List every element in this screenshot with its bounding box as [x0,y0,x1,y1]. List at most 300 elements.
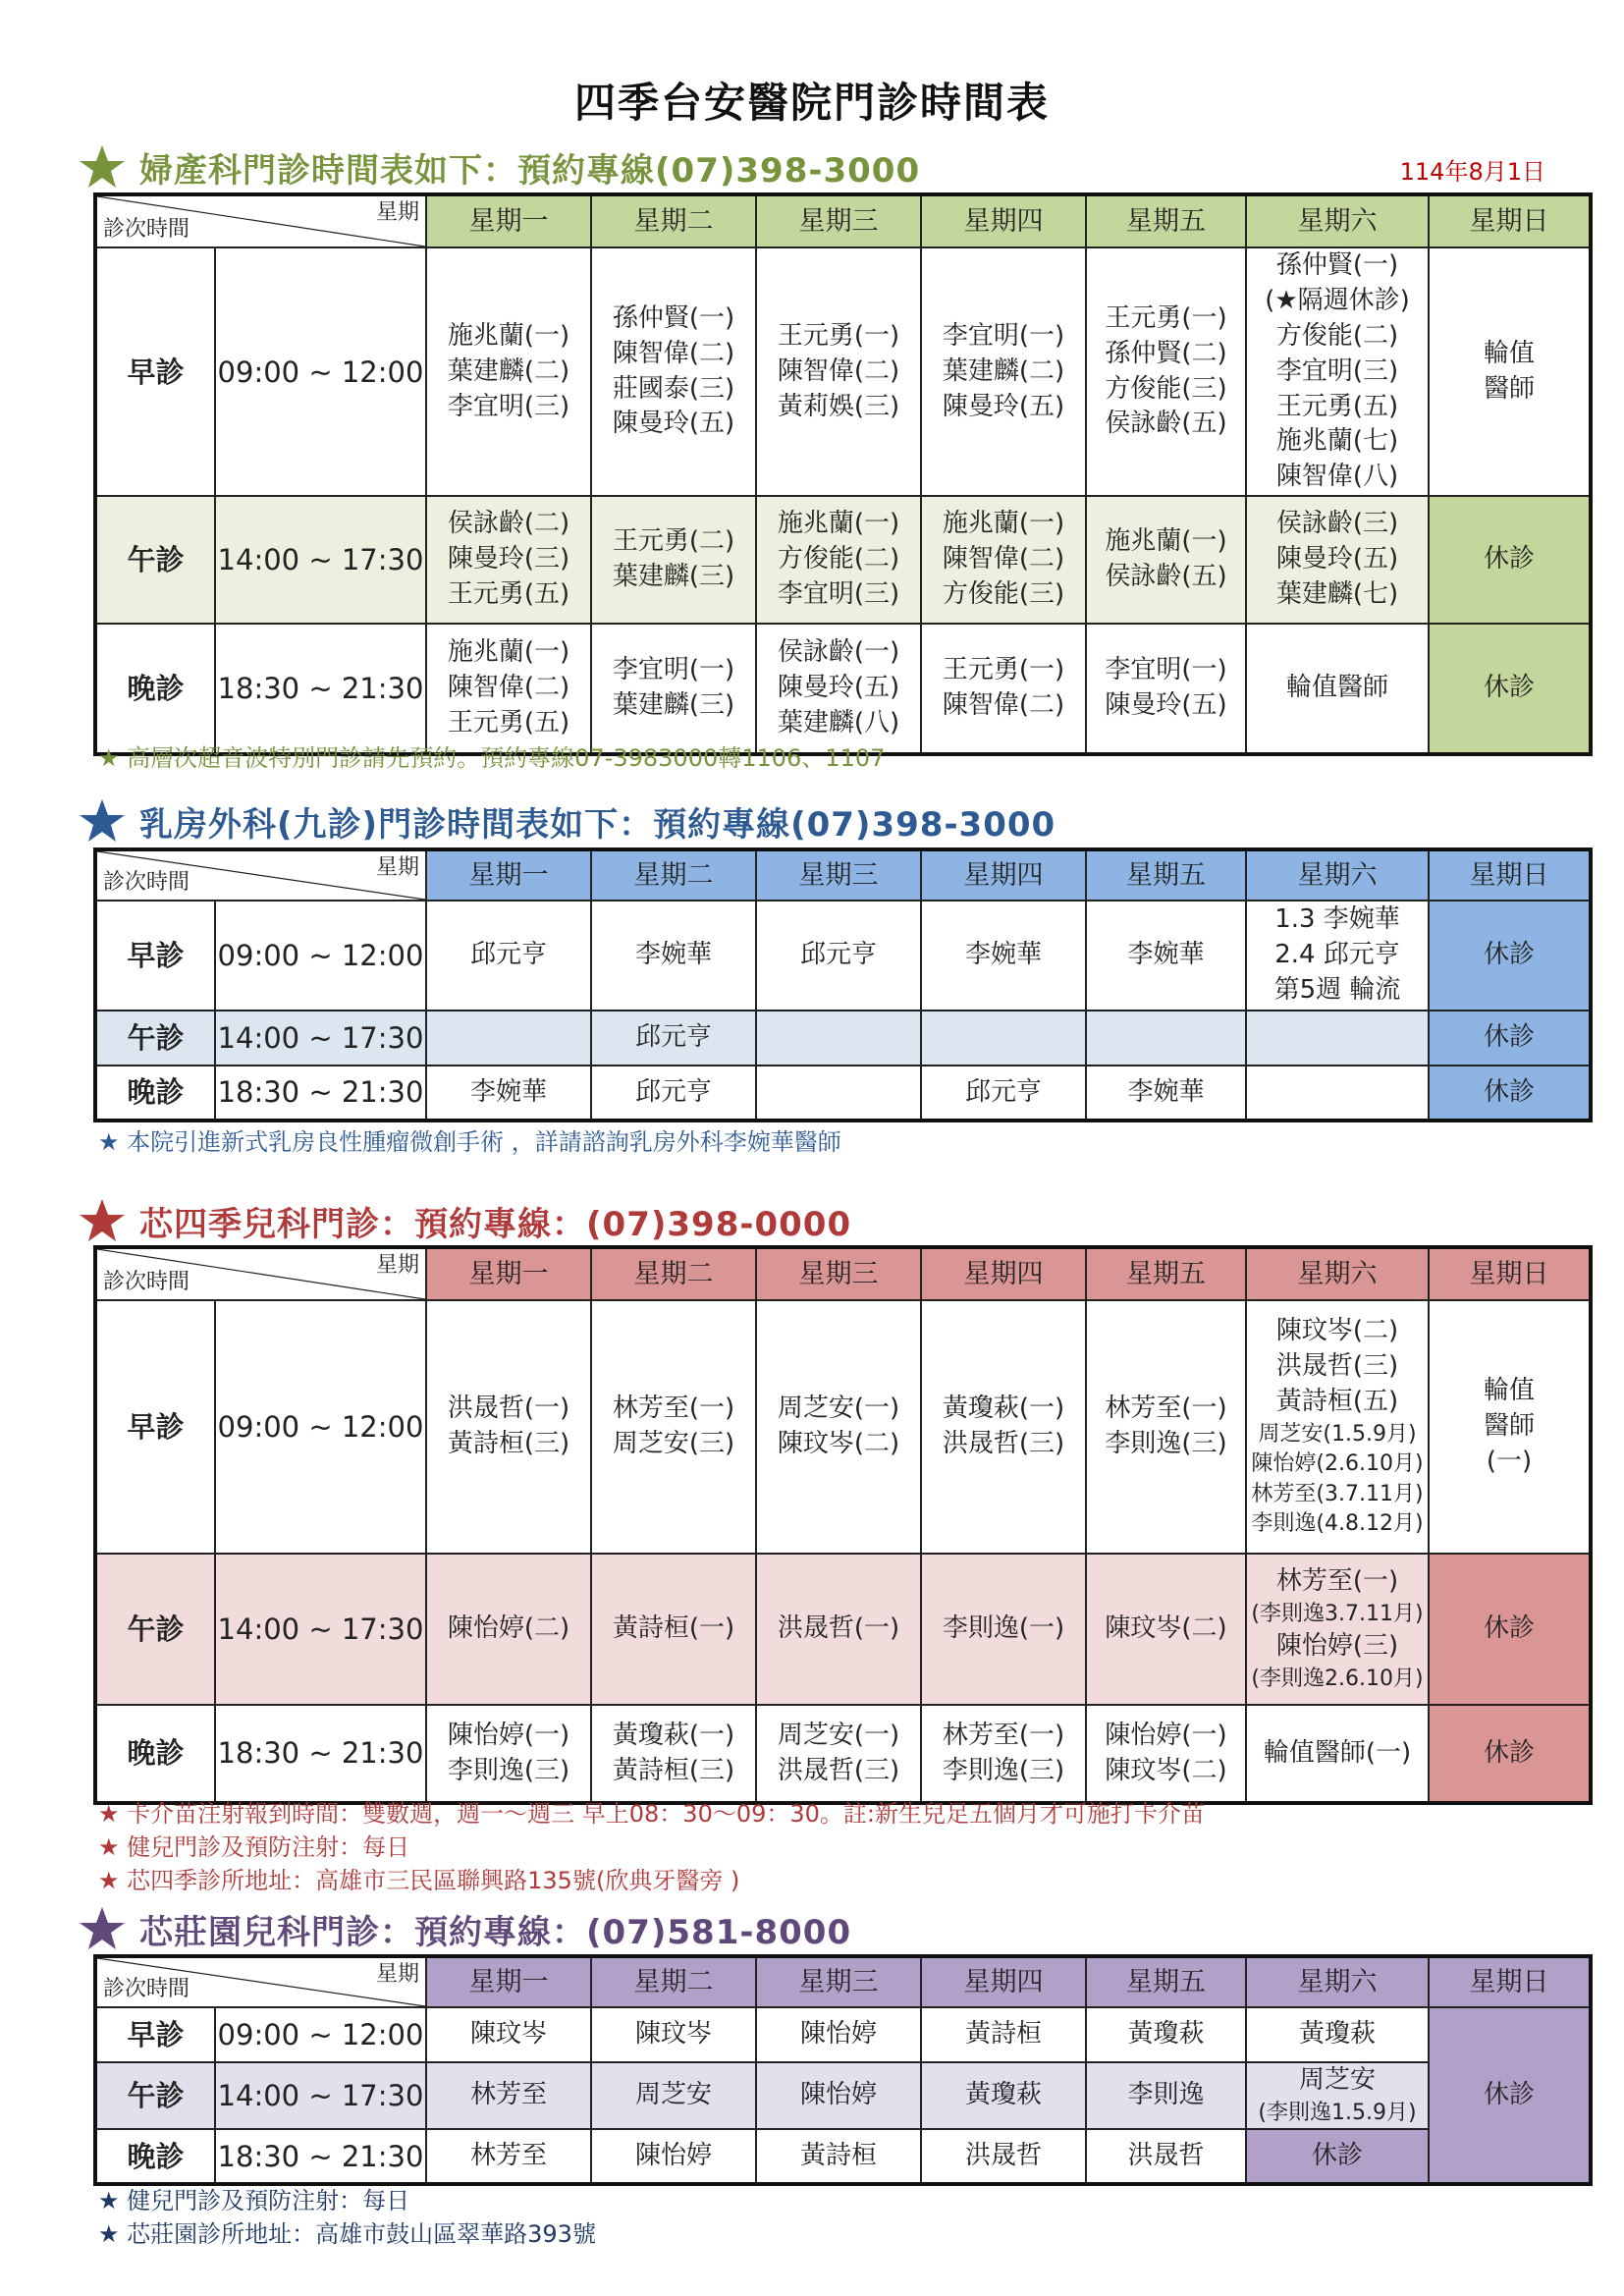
doctor-entry: 洪晟哲(一) [447,1394,570,1424]
doctor-list [922,2139,1085,2174]
doctor-entry: 輪值醫師(一) [1263,1737,1412,1768]
doctor-list [757,1392,920,1462]
footnote: ★ 芯四季診所地址：高雄市三民區聯興路135號(欣典牙醫旁 ) [98,1867,740,1894]
corner-period-label: 診次時間 [103,216,190,242]
obgyn-section-title: 婦產科門診時間表如下：預約專線(07)398-3000 [139,150,921,191]
corner-cell [95,1956,426,2007]
table-row [95,1300,1591,1554]
time-cell: 14:00 ~ 17:30 [215,1011,426,1066]
doctor-entry: 李則逸(三) [942,1755,1065,1785]
doctor-list [922,319,1085,425]
schedule-cell [591,2129,756,2184]
doctor-list [1430,1020,1589,1056]
doctor-entry: 黃瓊萩 [1298,2019,1376,2050]
doctor-entry: 林芳至(一) [1105,1394,1227,1424]
day-header: 星期五 [1086,1247,1246,1300]
doctor-entry: 孫仲賢(一) [1275,250,1399,280]
footnote: ★ 卡介苗注射報到時間：雙數週，週一～週三 早上08：30～09：30。註:新生兒足五個月才可施打卡介苗 [98,1800,1206,1828]
schedule-cell [1246,1066,1429,1121]
schedule-cell [1429,1705,1591,1803]
day-header: 星期二 [591,194,756,247]
doctor-entry: 1.3 李婉華 [1274,904,1400,935]
doctor-entry: 葉建麟(三) [612,562,735,592]
doctor-entry: 周芝安(三) [612,1429,735,1458]
table-row [95,901,1591,1011]
schedule-cell [426,1066,591,1121]
doctor-entry: 陳玟岑(二) [1275,1316,1399,1346]
date-label: 114年8月1日 [1399,158,1545,186]
doctor-entry: 陳怡婷(一) [1105,1720,1227,1750]
doctor-entry: 葉建麟(二) [942,355,1065,386]
period-cell: 午診 [95,496,215,624]
doctor-entry: 黃瓊萩(一) [942,1394,1065,1424]
day-header: 星期四 [921,849,1086,901]
period-cell: 早診 [95,247,215,496]
doctor-entry: 李婉華 [964,940,1042,970]
corner-period-label: 診次時間 [103,869,190,895]
schedule-cell [1086,901,1246,1011]
period-cell: 晚診 [95,1705,215,1803]
table-row [95,1554,1591,1705]
star-icon [79,1905,126,1952]
doctor-list [1087,2139,1245,2174]
time-cell: 09:00 ~ 12:00 [215,901,426,1011]
doctor-entry: 王元勇(一) [1105,302,1227,333]
doctor-entry: 林芳至(3.7.11月) [1251,1481,1424,1506]
doctor-entry: 施兆蘭(一) [447,320,570,351]
schedule-cell [1429,496,1591,624]
corner-weekday-label: 星期 [375,1962,419,1987]
schedule-cell [1086,624,1246,754]
zh-schedule-table [93,1954,1593,2186]
table-row [95,247,1591,496]
doctor-entry: 陳怡婷 [799,2080,877,2110]
breast-schedule-table [93,847,1593,1122]
doctor-entry: 方俊能(二) [1275,320,1399,351]
schedule-cell [1246,247,1429,496]
doctor-entry: 休診 [1483,1737,1535,1768]
schedule-cell [426,2129,591,2184]
schedule-cell [756,496,921,624]
day-header: 星期六 [1246,194,1429,247]
time-cell: 14:00 ~ 17:30 [215,2062,426,2129]
schedule-cell [1086,1554,1246,1705]
doctor-entry: 李則逸(一) [942,1613,1065,1644]
breast-section-header [79,792,1056,850]
doctor-list [1430,542,1589,577]
schedule-cell [921,624,1086,754]
doctor-list [1087,2017,1245,2052]
doctor-entry: 李則逸 [1127,2080,1205,2110]
table-header-row [95,1247,1591,1300]
doctor-list [592,2078,755,2113]
doctor-entry: 施兆蘭(一) [777,509,900,539]
doctor-entry: 莊國泰(三) [612,373,735,404]
table-row [95,2007,1591,2062]
time-cell: 14:00 ~ 17:30 [215,1554,426,1705]
schedule-cell [921,1554,1086,1705]
doctor-entry: 李宜明(一) [612,655,735,685]
doctor-list [1247,2063,1428,2128]
schedule-cell [756,2062,921,2129]
schedule-cell [1086,1705,1246,1803]
doctor-entry: 陳玟岑 [469,2019,547,2050]
table-row [95,1011,1591,1066]
schedule-cell [921,1066,1086,1121]
doctor-entry: 葉建麟(三) [612,690,735,721]
doctor-list [757,2017,920,2052]
schedule-cell [1429,901,1591,1011]
footnote: ★ 健兒門診及預防注射：每日 [98,1833,410,1861]
doctor-list [922,2017,1085,2052]
schedule-cell [1086,2007,1246,2062]
doctor-entry: 林芳至(一) [1275,1565,1399,1596]
doctor-entry: 孫仲賢(一) [612,302,735,333]
doctor-entry: 侯詠齡(二) [447,509,570,539]
period-cell: 午診 [95,1554,215,1705]
schedule-cell [1246,1011,1429,1066]
obgyn-section-header [79,137,920,196]
schedule-cell [921,2129,1086,2184]
peds-section-title: 芯四季兒科門診：預約專線：(07)398-0000 [139,1204,852,1244]
obgyn-schedule-table [93,192,1593,756]
time-cell: 14:00 ~ 17:30 [215,496,426,624]
doctor-entry: 陳曼玲(五) [612,409,735,439]
schedule-cell [1086,2129,1246,2184]
table-row [95,496,1591,624]
zh-section-header [79,1899,851,1958]
schedule-cell [1086,1300,1246,1554]
schedule-cell [591,624,756,754]
schedule-cell [1086,247,1246,496]
day-header: 星期二 [591,1956,756,2007]
period-cell: 早診 [95,901,215,1011]
schedule-cell [756,2007,921,2062]
schedule-cell [591,1554,756,1705]
schedule-cell [1246,2129,1429,2184]
doctor-entry: 陳怡婷(2.6.10月) [1251,1451,1424,1477]
schedule-cell [591,1300,756,1554]
doctor-list [427,1719,590,1789]
period-cell: 午診 [95,2062,215,2129]
doctor-entry: 休診 [1311,2140,1363,2170]
doctor-entry: 侯詠齡(一) [777,637,900,668]
doctor-entry: (李則逸2.6.10月) [1251,1666,1424,1691]
doctor-entry: 葉建麟(七) [1275,579,1399,610]
zh-section-title: 芯莊園兒科門診：預約專線：(07)581-8000 [139,1912,852,1952]
doctor-entry: 周芝安 [1298,2065,1376,2095]
period-cell: 晚診 [95,624,215,754]
schedule-cell [1246,496,1429,624]
doctor-list [427,1612,590,1647]
doctor-entry: 陳怡婷 [799,2019,877,2050]
doctor-list [1087,524,1245,595]
doctor-entry: 洪晟哲(三) [1275,1351,1399,1382]
doctor-list [427,319,590,425]
star-icon [79,797,126,845]
doctor-entry: 邱元亨 [469,940,547,970]
doctor-list [1247,1314,1428,1539]
doctor-list [427,507,590,613]
doctor-entry: 洪晟哲 [1127,2140,1205,2170]
schedule-cell [756,1300,921,1554]
table-header-row [95,1956,1591,2007]
day-header: 星期一 [426,1247,591,1300]
schedule-cell [756,1066,921,1121]
day-header: 星期五 [1086,194,1246,247]
period-cell: 午診 [95,1011,215,1066]
doctor-entry: 黃瓊萩 [1127,2019,1205,2050]
schedule-cell [591,1011,756,1066]
day-header: 星期五 [1086,849,1246,901]
doctor-entry: 黃詩桓(三) [447,1429,570,1458]
doctor-list [1430,1374,1589,1480]
schedule-cell [921,2007,1086,2062]
doctor-list [922,507,1085,613]
doctor-list [1087,1612,1245,1647]
doctor-entry: 林芳至(一) [612,1394,735,1424]
doctor-entry: 周芝安(1.5.9月) [1258,1422,1417,1448]
doctor-entry: 林芳至 [469,2140,547,2170]
doctor-list [427,1075,590,1111]
doctor-entry: 陳智偉(二) [777,355,900,386]
schedule-cell [591,1705,756,1803]
footnote: ★ 健兒門診及預防注射：每日 [98,2187,410,2214]
day-header: 星期三 [756,1247,921,1300]
doctor-entry: 施兆蘭(一) [447,637,570,668]
schedule-cell [426,2007,591,2062]
doctor-entry: 輪值 [1483,338,1535,368]
period-cell: 早診 [95,2007,215,2062]
doctor-list [757,2078,920,2113]
doctor-entry: 休診 [1483,1022,1535,1053]
doctor-list [1430,1612,1589,1647]
doctor-entry: 陳怡婷(二) [447,1613,570,1644]
schedule-cell [426,901,591,1011]
doctor-entry: 陳智偉(二) [612,338,735,368]
doctor-entry: 陳曼玲(五) [1275,544,1399,574]
doctor-entry: 黃詩桓(五) [1275,1387,1399,1417]
day-header: 星期五 [1086,1956,1246,2007]
sunday-cell: 休診 [1429,2007,1591,2184]
schedule-cell [1429,247,1591,496]
doctor-entry: (★隔週休診) [1265,285,1410,315]
doctor-entry: 休診 [1483,544,1535,574]
doctor-list [427,2078,590,2113]
day-header: 星期日 [1429,1247,1591,1300]
schedule-cell [756,2129,921,2184]
time-cell: 18:30 ~ 21:30 [215,2129,426,2184]
doctor-entry: 2.4 邱元亨 [1274,940,1400,970]
doctor-entry: 陳玟岑(二) [1105,1613,1227,1644]
day-header: 星期二 [591,1247,756,1300]
doctor-list [1087,2078,1245,2113]
schedule-cell [756,901,921,1011]
doctor-entry: 葉建麟(二) [447,355,570,386]
doctor-list [1247,902,1428,1009]
schedule-cell [1246,1300,1429,1554]
day-header: 星期一 [426,849,591,901]
doctor-entry: 施兆蘭(七) [1275,426,1399,457]
doctor-list [427,1392,590,1462]
doctor-entry: 周芝安(一) [777,1394,900,1424]
doctor-list [1247,248,1428,495]
table-row [95,2129,1591,2184]
footnote: ★ 芯莊園診所地址：高雄市鼓山區翠華路393號 [98,2220,596,2248]
schedule-cell [426,1011,591,1066]
table-row [95,1066,1591,1121]
doctor-entry: 醫師 [1483,1411,1535,1442]
doctor-entry: 陳曼玲(五) [1105,690,1227,721]
schedule-cell [426,1705,591,1803]
day-header: 星期一 [426,194,591,247]
schedule-cell [426,1554,591,1705]
doctor-entry: 李則逸(4.8.12月) [1251,1511,1424,1537]
day-header: 星期日 [1429,194,1591,247]
schedule-cell [1246,1554,1429,1705]
day-header: 星期一 [426,1956,591,2007]
schedule-cell [1429,1300,1591,1554]
doctor-list [592,2139,755,2174]
schedule-cell [1429,1554,1591,1705]
schedule-cell [591,901,756,1011]
doctor-entry: 施兆蘭(一) [1105,526,1227,557]
doctor-entry: 黃詩桓 [964,2019,1042,2050]
table-row [95,2062,1591,2129]
day-header: 星期六 [1246,849,1429,901]
period-cell: 晚診 [95,2129,215,2184]
doctor-entry: 王元勇(五) [447,708,570,738]
time-cell: 18:30 ~ 21:30 [215,1066,426,1121]
doctor-entry: (李則逸1.5.9月) [1258,2100,1417,2125]
doctor-list [592,1075,755,1111]
doctor-list [1087,938,1245,973]
doctor-entry: 李婉華 [1127,940,1205,970]
doctor-list [922,1075,1085,1111]
doctor-list [1087,1719,1245,1789]
schedule-cell [1086,2062,1246,2129]
doctor-entry: 黃瓊萩 [964,2080,1042,2110]
doctor-entry: 陳曼玲(五) [942,391,1065,421]
schedule-cell [756,247,921,496]
period-cell: 早診 [95,1300,215,1554]
doctor-list [592,938,755,973]
corner-cell [95,194,426,247]
table-row [95,1705,1591,1803]
schedule-cell [426,496,591,624]
doctor-list [922,1719,1085,1789]
doctor-entry: 陳智偉(二) [942,544,1065,574]
doctor-entry: 輪值 [1483,1376,1535,1406]
corner-cell [95,1247,426,1300]
doctor-entry: 陳智偉(八) [1275,462,1399,492]
schedule-cell [1429,1011,1591,1066]
doctor-list [592,524,755,595]
schedule-cell [426,1300,591,1554]
doctor-entry: 王元勇(一) [942,655,1065,685]
schedule-cell [426,624,591,754]
doctor-entry: 洪晟哲(三) [942,1429,1065,1458]
doctor-list [1430,671,1589,706]
doctor-list [757,938,920,973]
star-icon [79,1197,126,1244]
doctor-list [592,2017,755,2052]
doctor-entry: 葉建麟(八) [777,708,900,738]
schedule-cell [756,1705,921,1803]
schedule-cell [591,247,756,496]
doctor-entry: 李宜明(一) [942,320,1065,351]
doctor-entry: 李則逸(三) [447,1755,570,1785]
schedule-cell [921,247,1086,496]
doctor-list [427,2139,590,2174]
doctor-list [592,653,755,724]
doctor-entry: 邱元亨 [634,1022,712,1053]
day-header: 星期六 [1246,1247,1429,1300]
doctor-entry: 侯詠齡(五) [1105,562,1227,592]
doctor-list [592,1020,755,1056]
doctor-entry: 洪晟哲(一) [777,1613,900,1644]
doctor-list [757,635,920,741]
doctor-list [1247,507,1428,613]
doctor-list [922,653,1085,724]
doctor-entry: 休診 [1483,673,1535,703]
doctor-entry: (一) [1486,1446,1533,1476]
doctor-entry: (李則逸3.7.11月) [1251,1601,1424,1626]
schedule-cell [921,901,1086,1011]
day-header: 星期日 [1429,1956,1591,2007]
doctor-entry: 邱元亨 [634,1076,712,1107]
doctor-entry: 李宜明(三) [777,579,900,610]
doctor-list [757,1612,920,1647]
doctor-entry: 第5週 輪流 [1273,974,1401,1005]
doctor-entry: 王元勇(一) [777,320,900,351]
schedule-cell [1246,624,1429,754]
doctor-entry: 方俊能(二) [777,544,900,574]
doctor-list [1087,301,1245,443]
peds-schedule-table [93,1245,1593,1805]
doctor-entry: 陳智偉(二) [447,673,570,703]
doctor-entry: 李婉華 [634,940,712,970]
breast-section-title: 乳房外科(九診)門診時間表如下：預約專線(07)398-3000 [139,804,1056,845]
doctor-list [427,2017,590,2052]
day-header: 星期四 [921,194,1086,247]
doctor-entry: 李婉華 [469,1076,547,1107]
doctor-list [1247,1736,1428,1772]
doctor-entry: 王元勇(二) [612,526,735,557]
corner-cell [95,849,426,901]
doctor-entry: 黃詩桓(一) [612,1613,735,1644]
doctor-list [592,301,755,443]
doctor-entry: 林芳至(一) [942,1720,1065,1750]
corner-period-label: 診次時間 [103,1269,190,1294]
schedule-cell [1246,2007,1429,2062]
day-header: 星期二 [591,849,756,901]
schedule-cell [591,1066,756,1121]
doctor-entry: 周芝安 [634,2080,712,2110]
doctor-list [922,1392,1085,1462]
doctor-entry: 陳智偉(二) [942,690,1065,721]
schedule-cell [426,247,591,496]
schedule-cell [1429,1066,1591,1121]
schedule-cell [1246,1705,1429,1803]
footnote: ★ 高層次超音波特別門診請先預約。預約專線07-3983000轉1106、1107 [98,744,886,772]
schedule-cell [756,1011,921,1066]
doctor-entry: 陳玟岑 [634,2019,712,2050]
doctor-list [1087,1075,1245,1111]
schedule-cell [921,2062,1086,2129]
doctor-entry: 洪晟哲 [964,2140,1042,2170]
time-cell: 09:00 ~ 12:00 [215,247,426,496]
